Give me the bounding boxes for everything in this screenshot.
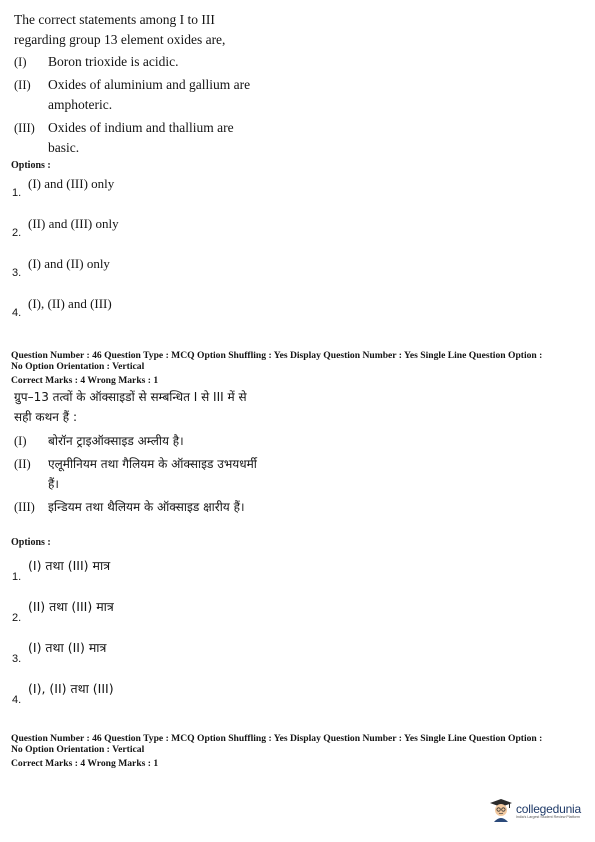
option-text: (I) तथा (III) मात्र [28, 558, 111, 573]
statement-number: (I) [14, 55, 27, 69]
statement-item [14, 431, 264, 451]
question-meta [11, 733, 591, 769]
statement-number: (III) [14, 121, 35, 135]
statement-text: इन्डियम तथा थैलियम के ऑक्साइड क्षारीय हैं। [48, 500, 245, 514]
option-number: 3. [12, 653, 22, 665]
option-number: 3. [12, 267, 22, 279]
question-meta [11, 350, 591, 386]
question-english [14, 10, 264, 161]
meta-line: No Option Orientation : Vertical [11, 361, 145, 372]
statement-number: (III) [14, 500, 35, 514]
meta-line: Question Number : 46 Question Type : MCQ Option Shuffling : Yes Display Question Number : Yes Single Line Question Option : [11, 350, 543, 361]
statement-item [14, 454, 264, 494]
option-text: (II) and (III) only [28, 216, 119, 231]
options-label: Options : [11, 160, 51, 171]
collegedunia-logo [489, 798, 581, 822]
statement-number: (I) [14, 434, 27, 448]
option-number: 1. [12, 571, 22, 583]
statement-item [14, 52, 264, 72]
option-number: 1. [12, 187, 22, 199]
option-number: 2. [12, 227, 22, 239]
meta-line: Correct Marks : 4 Wrong Marks : 1 [11, 375, 159, 386]
option-4[interactable] [12, 679, 114, 706]
options-label: Options : [11, 537, 51, 548]
logo-name: collegedunia [516, 801, 581, 816]
option-text: (I), (II) and (III) [28, 296, 112, 311]
option-3[interactable] [12, 256, 110, 279]
option-text: (I) and (II) only [28, 256, 110, 271]
option-3[interactable] [12, 638, 107, 665]
option-1[interactable] [12, 176, 115, 199]
meta-line: Question Number : 46 Question Type : MCQ Option Shuffling : Yes Display Question Number : Yes Single Line Question Option : [11, 733, 543, 744]
option-text: (I) तथा (II) मात्र [28, 640, 107, 655]
statement-number: (II) [14, 78, 31, 92]
question-hindi [14, 387, 264, 520]
question-stem: ग्रुप–13 तत्वों के ऑक्साइडों से सम्बन्धित I से III में से सही कथन हैं : [14, 390, 247, 424]
logo-tagline: India's Largest Student Review Platform [516, 814, 580, 819]
option-number: 4. [12, 307, 22, 319]
option-text: (I), (II) तथा (III) [28, 681, 114, 696]
question-stem: The correct statements among I to III regarding group 13 element oxides are, [14, 12, 226, 47]
statement-text: Oxides of indium and thallium are basic. [48, 120, 234, 155]
statement-text: बोरॉन ट्राइऑक्साइड अम्लीय है। [48, 434, 184, 448]
option-1[interactable] [12, 556, 111, 583]
option-2[interactable] [12, 216, 119, 239]
option-4[interactable] [12, 296, 112, 319]
option-number: 4. [12, 694, 22, 706]
meta-line: Correct Marks : 4 Wrong Marks : 1 [11, 758, 159, 769]
option-text: (I) and (III) only [28, 176, 115, 191]
statement-text: Oxides of aluminium and gallium are amphoteric. [48, 77, 251, 112]
option-2[interactable] [12, 597, 114, 624]
statement-number: (II) [14, 457, 31, 471]
statement-text: एलूमीनियम तथा गैलियम के ऑक्साइड उभयधर्मी हैं। [48, 457, 257, 491]
statement-item [14, 75, 264, 115]
option-number: 2. [12, 612, 22, 624]
statement-text: Boron trioxide is acidic. [48, 54, 179, 69]
meta-line: No Option Orientation : Vertical [11, 744, 145, 755]
statement-item [14, 118, 264, 158]
option-text: (II) तथा (III) मात्र [28, 599, 114, 614]
statement-item [14, 497, 264, 517]
student-mascot-icon [489, 798, 513, 822]
